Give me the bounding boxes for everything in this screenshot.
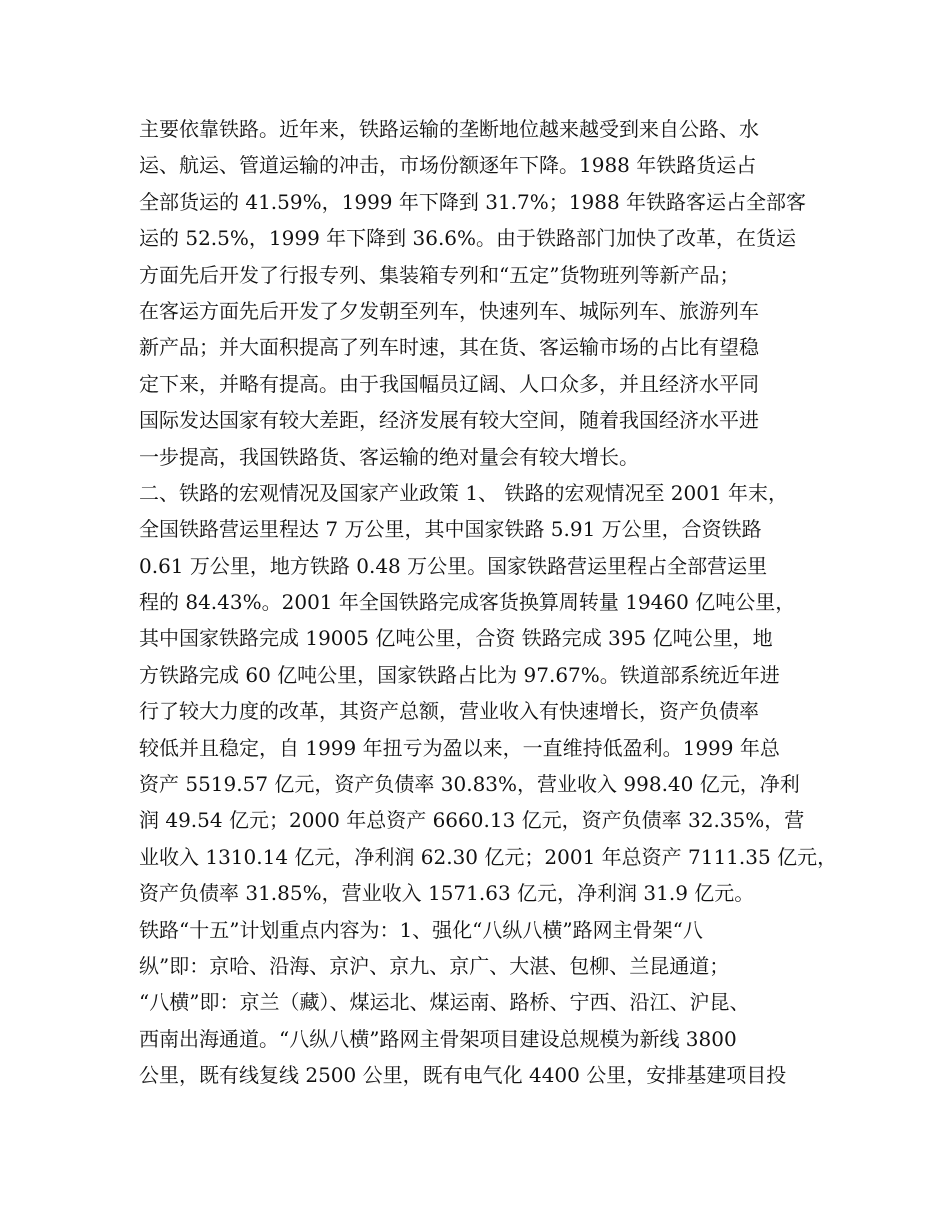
text-line: 方面先后开发了行报专列、集装箱专列和“五定”货物班列等新产品； [139, 262, 740, 287]
text-line: 公里，既有线复线 2500 公里，既有电气化 4400 公里，安排基建项目投 [139, 1063, 787, 1088]
text-line: 新产品；并大面积提高了列车时速，其在货、客运输市场的占比有望稳 [139, 335, 759, 360]
text-line: 国际发达国家有较大差距，经济发展有较大空间，随着我国经济水平进 [139, 408, 759, 433]
text-line: 0.61 万公里，地方铁路 0.48 万公里。国家铁路营运里程占全部营运里 [139, 553, 768, 578]
text-line: 润 49.54 亿元；2000 年总资产 6660.13 亿元，资产负债率 32.35%，营 [139, 808, 805, 833]
text-line: 程的 84.43%。2001 年全国铁路完成客货换算周转量 19460 亿吨公里， [139, 590, 796, 615]
text-line: 其中国家铁路完成 19005 亿吨公里，合资 铁路完成 395 亿吨公里，地 [139, 626, 773, 651]
text-line: 全国铁路营运里程达 7 万公里，其中国家铁路 5.91 万公里，合资铁路 [139, 517, 762, 542]
text-line: 在客运方面先后开发了夕发朝至列车，快速列车、城际列车、旅游列车 [139, 298, 759, 323]
text-line: 西南出海通道。“八纵八横”路网主骨架项目建设总规模为新线 3800 [139, 1026, 737, 1051]
text-line: 方铁路完成 60 亿吨公里，国家铁路占比为 97.67%。铁道部系统近年进 [139, 662, 780, 687]
text-line: 资产 5519.57 亿元，资产负债率 30.83%，营业收入 998.40 亿元，净利 [139, 772, 800, 797]
text-line: 较低并且稳定，自 1999 年扭亏为盈以来，一直维持低盈利。1999 年总 [139, 735, 780, 760]
body-text [139, 111, 838, 1094]
text-line: 全部货运的 41.59%，1999 年下降到 31.7%；1988 年铁路客运占全部客 [139, 189, 807, 214]
text-line: 业收入 1310.14 亿元，净利润 62.30 亿元；2001 年总资产 7111.35 亿元， [139, 844, 838, 869]
text-line: 铁路“十五”计划重点内容为：1、强化“八纵八横”路网主骨架“八 [139, 917, 703, 942]
text-line: 主要依靠铁路。近年来，铁路运输的垄断地位越来越受到来自公路、水 [139, 117, 759, 141]
text-line: “八横”即：京兰（藏）、煤运北、煤运南、路桥、宁西、沿江、沪昆、 [139, 990, 750, 1015]
text-line: 运、航运、管道运输的冲击，市场份额逐年下降。1988 年铁路货运占 [139, 153, 757, 178]
text-line: 运的 52.5%，1999 年下降到 36.6%。由于铁路部门加快了改革，在货运 [139, 226, 797, 251]
text-line: 行了较大力度的改革，其资产总额，营业收入有快速增长，资产负债率 [139, 699, 759, 724]
text-line: 资产负债率 31.85%，营业收入 1571.63 亿元，净利润 31.9 亿元。 [139, 881, 755, 906]
text-line: 纵”即：京哈、沿海、京沪、京九、京广、大湛、包柳、兰昆通道； [139, 953, 730, 978]
text-line: 定下来，并略有提高。由于我国幅员辽阔、人口众多，并且经济水平同 [139, 371, 759, 396]
text-line: 一步提高，我国铁路货、客运输的绝对量会有较大增长。 [139, 444, 639, 469]
text-line: 二、铁路的宏观情况及国家产业政策 1、 铁路的宏观情况至 2001 年末， [139, 480, 789, 505]
